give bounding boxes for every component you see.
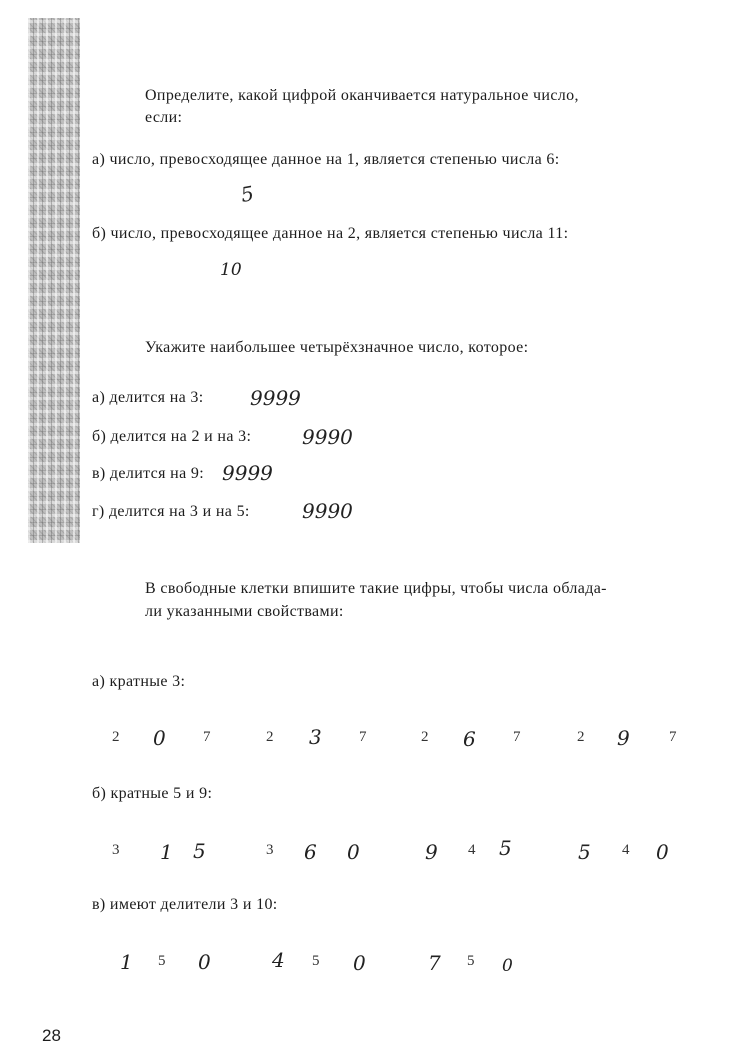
page-number: 28 [42,1026,61,1045]
task1-a-answer: 5 [239,181,256,207]
task3-b-number2-digit1: 3 [266,842,274,858]
task1-intro-line1: Определите, какой цифрой оканчивается натуральное число, [145,87,579,104]
task3-b-number3-digit3: 5 [499,836,512,860]
task1-intro-line2: если: [145,109,183,126]
task3-a-number1-digit3: 7 [203,729,211,745]
task3-b-number4-digit3: 0 [656,840,669,864]
task3-c-number3-digit2: 5 [467,953,475,969]
task1-b-label: б) число, превосходящее данное на 2, является степенью числа 11: [92,225,569,242]
task2-item-a-label: а) делится на 3: [92,389,204,406]
task3-a-number2-digit1: 2 [266,729,274,745]
task3-c-number2-digit3: 0 [353,951,366,975]
task3-intro-line1: В свободные клетки впишите такие цифры, чтобы числа облада- [145,580,607,597]
task3-b-number3-digit1: 9 [425,840,438,864]
task2-item-d-answer: 9990 [302,499,353,523]
task3-intro-line2: ли указанными свойствами: [145,603,344,620]
task3-a-number1-digit1: 2 [112,729,120,745]
task1-b-answer: 10 [220,260,242,280]
task3-a-number4-digit2: 9 [617,726,630,750]
task3-c-number1-digit2: 5 [158,953,166,969]
task3-c-number2-digit1: 4 [272,948,285,972]
task3-c-number2-digit2: 5 [312,953,320,969]
task2-item-b-label: б) делится на 2 и на 3: [92,428,252,445]
task3-c-number1-digit1: 1 [120,950,133,974]
task3-b-number1-digit1: 3 [112,842,120,858]
task3-b-number4-digit2: 4 [622,842,630,858]
task3-c-number3-digit3: 0 [502,956,513,976]
task3-a-label: а) кратные 3: [92,673,186,690]
task3-a-number1-digit2: 0 [153,726,166,750]
task3-b-number2-digit3: 0 [347,840,360,864]
task3-b-number1-digit3: 5 [193,839,206,863]
task3-b-number3-digit2: 4 [468,842,476,858]
task2-item-a-answer: 9999 [250,386,301,410]
task1-a-label: а) число, превосходящее данное на 1, является степенью числа 6: [92,151,560,168]
task3-c-number1-digit3: 0 [198,950,211,974]
task3-b-number4-digit1: 5 [578,840,591,864]
task3-a-number4-digit3: 7 [669,729,677,745]
task3-c-number3-digit1: 7 [428,951,441,975]
task3-a-number3-digit2: 6 [463,727,476,751]
task3-a-number2-digit3: 7 [359,729,367,745]
task2-item-b-answer: 9990 [302,425,353,449]
task3-b-label: б) кратные 5 и 9: [92,785,213,802]
task3-a-number4-digit1: 2 [577,729,585,745]
task2-intro: Укажите наибольшее четырёхзначное число, которое: [145,339,529,356]
task3-b-number1-digit2: 1 [160,840,173,864]
task2-item-c-label: в) делится на 9: [92,465,205,482]
task3-a-number3-digit3: 7 [513,729,521,745]
task3-c-label: в) имеют делители 3 и 10: [92,896,278,913]
task3-a-number3-digit1: 2 [421,729,429,745]
task3-a-number2-digit2: 3 [309,725,322,749]
task3-b-number2-digit2: 6 [304,840,317,864]
task2-item-c-answer: 9999 [222,461,273,485]
task2-item-d-label: г) делится на 3 и на 5: [92,503,250,520]
scanned-edge-strip [28,18,80,543]
